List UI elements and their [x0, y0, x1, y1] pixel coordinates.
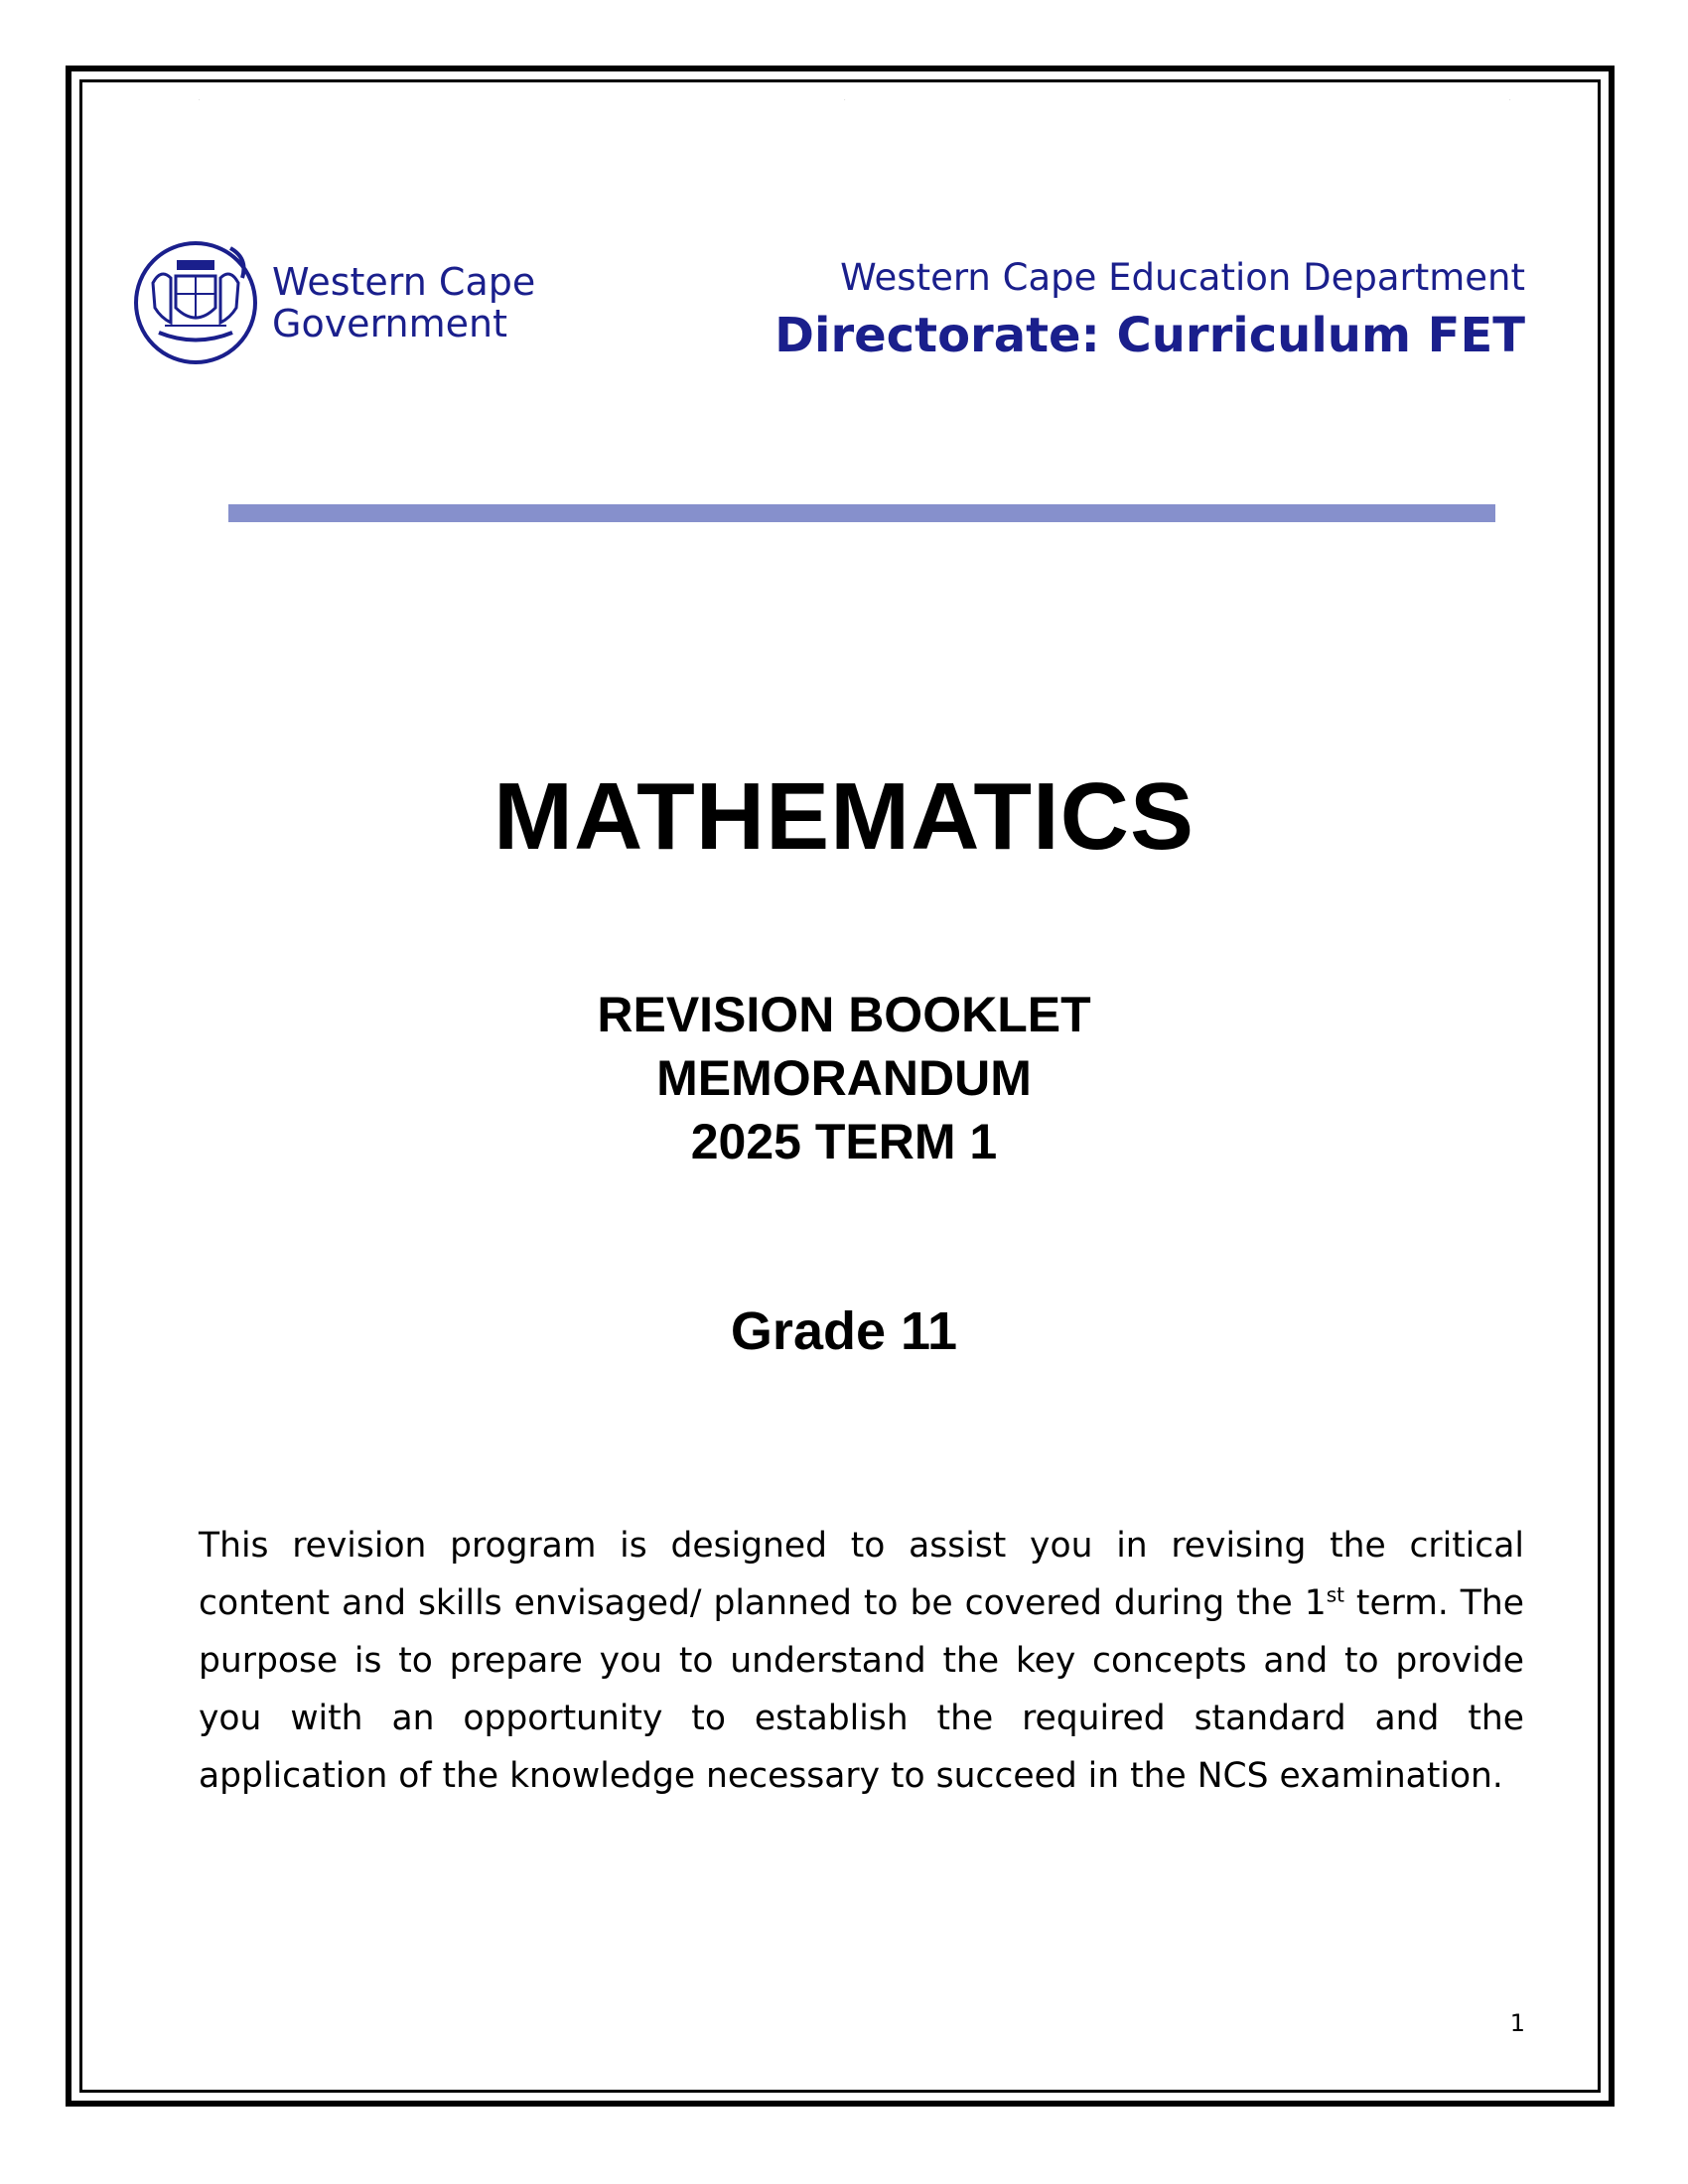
document-title: MATHEMATICS — [492, 763, 1195, 870]
logo-wordmark — [272, 261, 535, 344]
logo-line-2: Government — [272, 302, 507, 345]
horizontal-rule — [228, 504, 1495, 522]
directorate-name: Directorate: Curriculum FET — [774, 308, 1525, 363]
grade-label: Grade 11 — [730, 1301, 958, 1361]
ordinal-superscript: st — [1326, 1582, 1344, 1607]
subtitle-line-1: REVISION BOOKLET — [597, 987, 1091, 1042]
intro-text-part-1: This revision program is designed to assist you in revising the critical content and skills envisaged/ planned to be covered during the 1 — [199, 1526, 1524, 1623]
page-number: 1 — [1509, 2009, 1525, 2037]
intro-paragraph — [199, 1517, 1524, 1805]
coat-of-arms-icon — [131, 238, 260, 367]
department-name: Western Cape Education Department — [840, 256, 1525, 299]
header-mark-left: · — [199, 97, 201, 103]
header-mark-right: · — [1509, 97, 1511, 103]
header-mark-middle: · — [844, 97, 846, 103]
subtitle-line-2: MEMORANDUM — [656, 1050, 1032, 1106]
western-cape-government-logo — [131, 238, 535, 367]
intro-text-part-2: term. The purpose is to prepare you to understand the key concepts and to provide you with an opportunity to establish the required standard and the application of the knowledge necessary to succeed in the NCS examination. — [199, 1583, 1524, 1796]
subtitle-line-3: 2025 TERM 1 — [690, 1114, 998, 1169]
logo-line-1: Western Cape — [272, 260, 536, 304]
